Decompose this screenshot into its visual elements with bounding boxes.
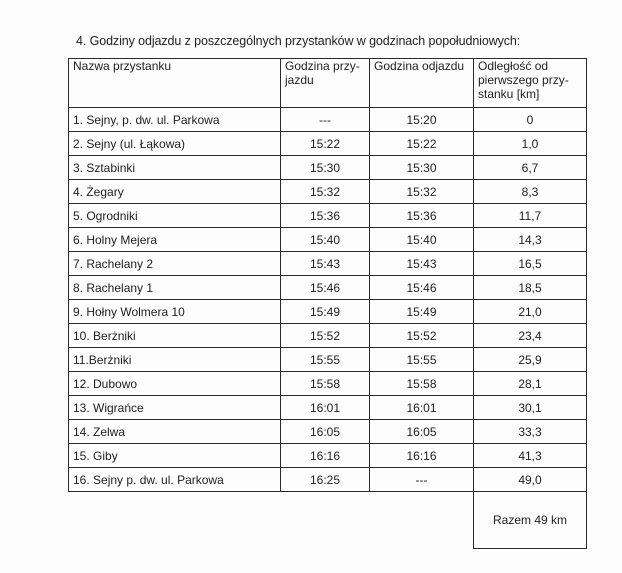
departure-cell: 16:01 xyxy=(370,396,474,420)
stop-name-cell: 15. Giby xyxy=(69,444,281,468)
departure-cell: 15:36 xyxy=(370,204,474,228)
arrival-cell: 15:22 xyxy=(281,132,370,156)
distance-cell: 21,0 xyxy=(474,300,587,324)
arrival-cell: 15:40 xyxy=(281,228,370,252)
table-row xyxy=(69,468,587,492)
departure-cell: 15:49 xyxy=(370,300,474,324)
departure-cell: --- xyxy=(370,468,474,492)
stop-name-cell: 11.Berżniki xyxy=(69,348,281,372)
arrival-cell: 15:49 xyxy=(281,300,370,324)
departure-cell: 15:22 xyxy=(370,132,474,156)
stop-name-cell: 13. Wigrańce xyxy=(69,396,281,420)
column-header-stop-name: Nazwa przystanku xyxy=(69,59,281,108)
departure-cell: 15:32 xyxy=(370,180,474,204)
arrival-cell: 15:32 xyxy=(281,180,370,204)
arrival-cell: 15:52 xyxy=(281,324,370,348)
table-row xyxy=(69,420,587,444)
table-row xyxy=(69,108,587,132)
stop-name-cell: 14. Zelwa xyxy=(69,420,281,444)
table-row xyxy=(69,180,587,204)
departure-cell: 16:16 xyxy=(370,444,474,468)
table-row xyxy=(69,204,587,228)
departure-cell: 16:05 xyxy=(370,420,474,444)
table-row xyxy=(69,276,587,300)
total-distance-cell: Razem 49 km xyxy=(474,492,587,549)
distance-cell: 28,1 xyxy=(474,372,587,396)
departure-cell: 15:46 xyxy=(370,276,474,300)
column-header-distance: Odległość od pierwszego przy- stanku [km] xyxy=(474,59,587,108)
departure-cell: 15:20 xyxy=(370,108,474,132)
distance-cell: 0 xyxy=(474,108,587,132)
table-row xyxy=(69,252,587,276)
stop-name-cell: 10. Berżniki xyxy=(69,324,281,348)
arrival-cell: 16:25 xyxy=(281,468,370,492)
departure-cell: 15:40 xyxy=(370,228,474,252)
table-row xyxy=(69,372,587,396)
table-row xyxy=(69,348,587,372)
stop-name-cell: 12. Dubowo xyxy=(69,372,281,396)
stop-name-cell: 8. Rachelany 1 xyxy=(69,276,281,300)
departure-schedule-table xyxy=(68,58,587,549)
column-header-departure: Godzina odjazdu xyxy=(370,59,474,108)
departure-cell: 15:55 xyxy=(370,348,474,372)
stop-name-cell: 6. Holny Mejera xyxy=(69,228,281,252)
table-row xyxy=(69,156,587,180)
stop-name-cell: 5. Ogrodniki xyxy=(69,204,281,228)
arrival-cell: --- xyxy=(281,108,370,132)
distance-cell: 8,3 xyxy=(474,180,587,204)
total-row xyxy=(69,492,587,549)
distance-cell: 25,9 xyxy=(474,348,587,372)
table-row xyxy=(69,444,587,468)
distance-cell: 23,4 xyxy=(474,324,587,348)
table-row xyxy=(69,228,587,252)
arrival-cell: 16:01 xyxy=(281,396,370,420)
stop-name-cell: 4. Żegary xyxy=(69,180,281,204)
table-row xyxy=(69,324,587,348)
table-row xyxy=(69,132,587,156)
distance-cell: 18,5 xyxy=(474,276,587,300)
departure-cell: 15:58 xyxy=(370,372,474,396)
stop-name-cell: 3. Sztabinki xyxy=(69,156,281,180)
arrival-cell: 16:05 xyxy=(281,420,370,444)
arrival-cell: 15:55 xyxy=(281,348,370,372)
stop-name-cell: 16. Sejny p. dw. ul. Parkowa xyxy=(69,468,281,492)
stop-name-cell: 7. Rachelany 2 xyxy=(69,252,281,276)
distance-cell: 41,3 xyxy=(474,444,587,468)
arrival-cell: 15:36 xyxy=(281,204,370,228)
column-header-arrival: Godzina przy- jazdu xyxy=(281,59,370,108)
departure-cell: 15:43 xyxy=(370,252,474,276)
departure-cell: 15:52 xyxy=(370,324,474,348)
departure-cell: 15:30 xyxy=(370,156,474,180)
arrival-cell: 15:30 xyxy=(281,156,370,180)
stop-name-cell: 9. Hołny Wolmera 10 xyxy=(69,300,281,324)
arrival-cell: 15:46 xyxy=(281,276,370,300)
table-row xyxy=(69,300,587,324)
section-heading: 4. Godziny odjazdu z poszczególnych przystanków w godzinach popołudniowych: xyxy=(76,34,521,48)
arrival-cell: 16:16 xyxy=(281,444,370,468)
stop-name-cell: 2. Sejny (ul. Łąkowa) xyxy=(69,132,281,156)
stop-name-cell: 1. Sejny, p. dw. ul. Parkowa xyxy=(69,108,281,132)
distance-cell: 33,3 xyxy=(474,420,587,444)
table-header-row xyxy=(69,59,587,108)
distance-cell: 49,0 xyxy=(474,468,587,492)
distance-cell: 11,7 xyxy=(474,204,587,228)
arrival-cell: 15:58 xyxy=(281,372,370,396)
distance-cell: 6,7 xyxy=(474,156,587,180)
arrival-cell: 15:43 xyxy=(281,252,370,276)
distance-cell: 30,1 xyxy=(474,396,587,420)
distance-cell: 16,5 xyxy=(474,252,587,276)
distance-cell: 1,0 xyxy=(474,132,587,156)
table-row xyxy=(69,396,587,420)
distance-cell: 14,3 xyxy=(474,228,587,252)
